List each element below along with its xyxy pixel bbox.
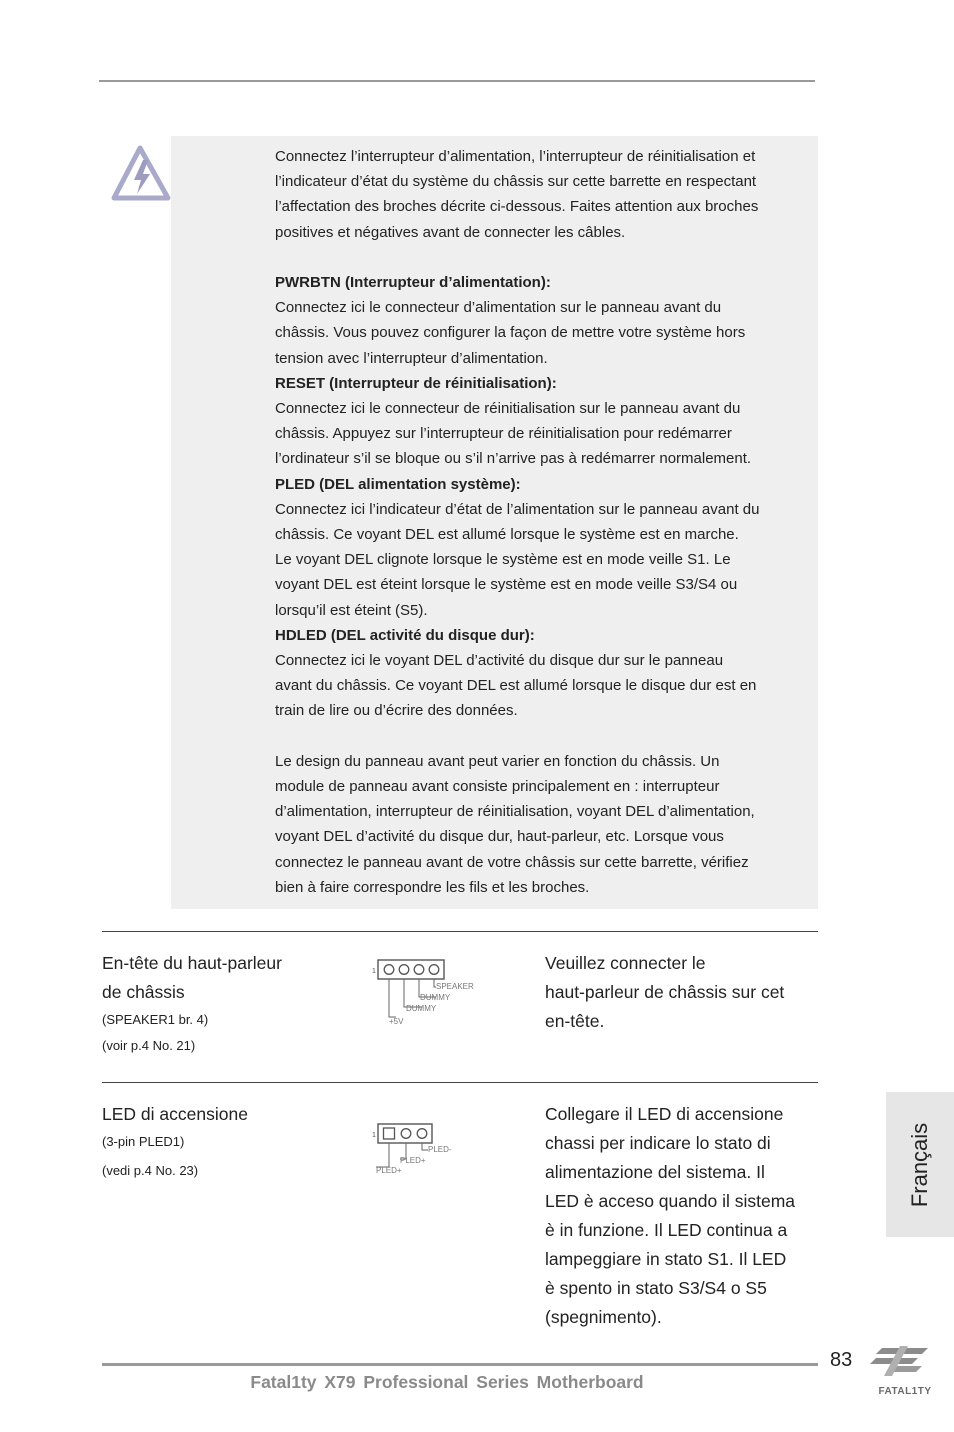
speaker-label [102, 949, 282, 1059]
pled-line: Connectez ici l’indicateur d’état de l’alimentation sur le panneau avant du [275, 500, 760, 518]
pled-title: LED di accensione [102, 1104, 248, 1124]
note-outro-line: bien à faire correspondre les fils et les broches. [275, 878, 590, 896]
reset-line: châssis. Appuyez sur l’interrupteur de réinitialisation pour redémarrer [275, 425, 732, 443]
note-outro-line: d’alimentation, interrupteur de réinitialisation, voyant DEL d’alimentation, [275, 803, 755, 821]
warning-icon [110, 142, 174, 204]
5v-pin-label: +5V [389, 1017, 404, 1026]
speaker-description [545, 949, 825, 1036]
footer-rule [102, 1363, 818, 1366]
note-outro-line: Le design du panneau avant peut varier en fonction du châssis. Un [275, 752, 720, 770]
pled-line: lorsqu’il est éteint (S5). [275, 601, 428, 619]
pled-heading: PLED (DEL alimentation système): [275, 475, 521, 493]
note-intro-line: Connectez l’interrupteur d’alimentation, l’interrupteur de réinitialisation et [275, 148, 756, 165]
section-divider [102, 931, 818, 932]
reset-heading: RESET (Interrupteur de réinitialisation): [275, 374, 557, 392]
hdled-heading: HDLED (DEL activité du disque dur): [275, 626, 535, 644]
pled-desc-line: LED è acceso quando il sistema [545, 1191, 795, 1211]
pled-pin-info: (3-pin PLED1) [102, 1134, 185, 1149]
pled-desc-line: lampeggiare in stato S1. Il LED [545, 1249, 787, 1269]
speaker-header-diagram [372, 957, 484, 1029]
pled-desc-line: alimentazione del sistema. Il [545, 1162, 765, 1182]
pled-line: Le voyant DEL clignote lorsque le système est en mode veille S1. Le [275, 551, 731, 569]
note-intro-line: l’affectation des broches décrite ci-dessous. Faites attention aux broches [275, 198, 759, 216]
note-text [275, 144, 820, 900]
pwrbtn-line: châssis. Vous pouvez configurer la façon de mettre votre système hors [275, 324, 746, 342]
note-intro-line: positives et négatives avant de connecter les câbles. [275, 223, 626, 241]
pled-line: voyant DEL est éteint lorsque le système est en mode veille S3/S4 ou [275, 576, 738, 594]
pled-line: châssis. Ce voyant DEL est allumé lorsque le système est en marche. [275, 526, 739, 544]
pled-header-diagram [372, 1121, 462, 1177]
logo-text: FATAL1TY [878, 1386, 932, 1397]
reset-line: Connectez ici le connecteur de réinitialisation sur le panneau avant du [275, 400, 741, 418]
hdled-line: Connectez ici le voyant DEL d’activité du disque dur sur le panneau [275, 652, 724, 670]
hdled-line: avant du châssis. Ce voyant DEL est allumé lorsque le disque dur est en [275, 677, 757, 695]
pin1-marker: 1 [372, 968, 376, 975]
pin1-marker: 1 [372, 1132, 376, 1139]
pled-plus-label: PLED+ [376, 1166, 402, 1175]
note-intro-line: l’indicateur d’état du système du châssis sur cette barrette en respectant [275, 173, 757, 191]
speaker-title: de châssis [102, 982, 185, 1002]
pled-desc-line: Collegare il LED di accensione [545, 1104, 784, 1124]
speaker-desc-line: Veuillez connecter le [545, 953, 706, 973]
fatal1ty-logo [862, 1342, 948, 1402]
note-outro-line: module de panneau avant consiste principalement en : interrupteur [275, 778, 720, 796]
top-rule [99, 80, 815, 82]
hdled-line: train de lire ou d’écrire des données. [275, 702, 518, 720]
section-divider [102, 1082, 818, 1083]
page-number: 83 [830, 1349, 853, 1371]
footer-title: Fatal1ty X79 Professional Series Motherboard [250, 1372, 644, 1392]
dummy-pin-label: DUMMY [420, 993, 451, 1002]
speaker-desc-line: haut-parleur de châssis sur cet [545, 982, 785, 1002]
language-side-tab [886, 1092, 954, 1237]
pled-desc-line: è in funzione. Il LED continua a [545, 1220, 788, 1240]
pled-minus-label: PLED- [428, 1145, 452, 1154]
speaker-pin-info: (SPEAKER1 br. 4) [102, 1012, 209, 1027]
pled-plus-label: PLED+ [400, 1156, 426, 1165]
pled-desc-line: (spegnimento). [545, 1307, 662, 1327]
pled-label [102, 1100, 248, 1184]
note-outro-line: voyant DEL d’activité du disque dur, haut-parleur, etc. Lorsque vous [275, 828, 724, 846]
speaker-ref: (voir p.4 No. 21) [102, 1038, 196, 1053]
pled-desc-line: è spento in stato S3/S4 o S5 [545, 1278, 767, 1298]
pled-ref: (vedi p.4 No. 23) [102, 1163, 199, 1178]
speaker-pin-label: SPEAKER [436, 982, 474, 991]
pwrbtn-line: tension avec l’interrupteur d’alimentation. [275, 349, 548, 367]
note-outro-line: connectez le panneau avant de votre châssis sur cette barrette, vérifiez [275, 853, 749, 871]
dummy-pin-label: DUMMY [406, 1004, 437, 1013]
pled-desc-line: chassi per indicare lo stato di [545, 1133, 771, 1153]
speaker-desc-line: en-tête. [545, 1011, 605, 1031]
speaker-title: En-tête du haut-parleur [102, 953, 282, 973]
pled-description [545, 1100, 825, 1332]
pwrbtn-heading: PWRBTN (Interrupteur d’alimentation): [275, 274, 551, 291]
pwrbtn-line: Connectez ici le connecteur d’alimentation sur le panneau avant du [275, 299, 722, 317]
reset-line: l’ordinateur s’il se bloque ou s’il n’arrive pas à redémarrer normalement. [275, 450, 752, 468]
language-label: Français [907, 1122, 932, 1207]
